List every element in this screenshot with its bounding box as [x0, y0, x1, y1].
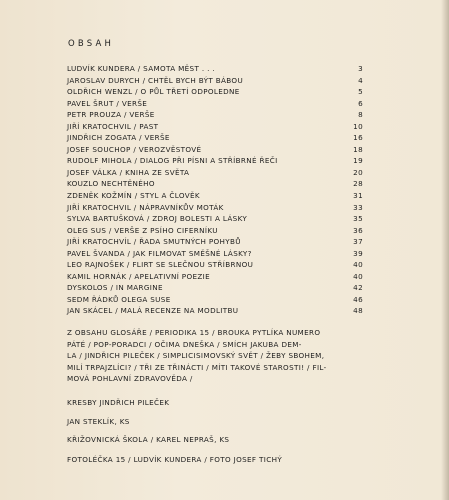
toc-entry-title: JINDŘICH ZOGATA / VERŠE	[67, 133, 170, 143]
toc-entry-page: 36	[353, 225, 363, 235]
toc-entry-page: 28	[353, 179, 363, 189]
toc-entry-title: LUDVÍK KUNDERA / SAMOTA MĚST . . .	[67, 64, 216, 73]
toc-entry-title: JIŘÍ KRATOCHVIL / PAST	[67, 121, 159, 131]
toc-entry	[67, 248, 363, 260]
toc-entry-page: 20	[353, 167, 363, 177]
toc-entry	[67, 75, 363, 87]
toc-entry-title: OLDŘICH WENZL / O PŮL TŘETÍ ODPOLEDNE	[67, 87, 240, 97]
toc-entry	[67, 202, 363, 214]
toc-entry	[67, 271, 363, 283]
toc-entry-page: 5	[358, 87, 363, 97]
toc-entry-page: 3	[358, 64, 363, 73]
toc-entry-title: DYSKOLOS / IN MARGINE	[67, 283, 163, 293]
toc-entry	[67, 155, 363, 167]
toc-entry	[67, 305, 363, 317]
toc-entry-title: PETR PROUZA / VERŠE	[67, 110, 155, 120]
paragraph-line: Z OBSAHU GLOSÁŘE / PERIODIKA 15 / BROUKA PYTLÍKA NUMERO	[67, 328, 321, 337]
toc-entry-title: LEO RAJNOŠEK / FLIRT SE SLEČNOU STŘÍBRNOU	[67, 260, 254, 270]
toc-entry-title: SEDM ŘÁDKŮ OLEGA SUSE	[67, 294, 171, 304]
toc-entry	[67, 86, 363, 98]
paragraph-line: PÁTÉ / POP-PORADCI / OČIMA DNEŠKA / SMÍCH JAKUBA DEM-	[67, 339, 302, 349]
toc-entry-page: 33	[353, 202, 363, 212]
toc-entry	[67, 225, 363, 237]
toc-entry-page: 37	[353, 237, 363, 247]
toc-entry-title: PAVEL ŠVANDA / JAK FILMOVAT SMĚŠNÉ LÁSKY?	[67, 248, 252, 258]
toc-entry	[67, 132, 363, 144]
toc-entry-page: 31	[353, 191, 363, 201]
toc-entry	[67, 236, 363, 248]
toc-entry-page: 19	[353, 156, 363, 166]
toc-entry	[67, 190, 363, 202]
toc-entry-page: 40	[353, 260, 363, 270]
toc-entry-title: JAN SKÁCEL / MALÁ RECENZE NA MODLITBU	[67, 306, 239, 316]
paragraph-line: MOVÁ POHLAVNÍ ZDRAVOVĚDA /	[67, 374, 193, 384]
table-of-contents	[67, 63, 363, 317]
toc-entry-page: 18	[353, 144, 363, 154]
toc-entry-title: RUDOLF MIHOLA / DIALOG PŘI PÍSNI A STŘÍBRNÉ ŘEČI	[67, 156, 278, 166]
toc-entry-page: 35	[353, 214, 363, 224]
toc-entry	[67, 63, 363, 75]
toc-entry-page: 42	[353, 283, 363, 293]
toc-entry-page: 39	[353, 248, 363, 258]
toc-entry	[67, 121, 363, 133]
illustrations-credit: KRESBY JINDŘICH PILEČEK	[67, 398, 170, 407]
toc-entry-page: 4	[358, 75, 363, 85]
toc-entry	[67, 98, 363, 110]
toc-entry-page: 48	[353, 306, 363, 316]
toc-entry	[67, 282, 363, 294]
toc-entry-title: JOSEF VÁLKA / KNIHA ZE SVĚTA	[67, 167, 190, 177]
toc-entry-title: KOUZLO NECHTĚNÉHO	[67, 179, 155, 189]
toc-entry-title: SYLVA BARTUŠKOVÁ / ZDROJ BOLESTI A LÁSKY	[67, 214, 248, 224]
toc-entry-title: JOSEF SOUCHOP / VEROZVĚSTOVÉ	[67, 144, 202, 154]
toc-entry-title: JIŘÍ KRATOCHVIL / NÁPRAVNÍKŮV MOTÁK	[67, 202, 224, 212]
toc-entry-page: 46	[353, 294, 363, 304]
page-edge-shadow	[441, 0, 449, 500]
toc-entry-title: JIŘÍ KRATOCHVÍL / ŘADA SMUTNÝCH POHYBŮ	[67, 237, 241, 247]
toc-entry	[67, 259, 363, 271]
toc-entry	[67, 294, 363, 306]
toc-entry-page: 8	[358, 110, 363, 120]
toc-entry-page: 40	[353, 271, 363, 281]
contents-heading: OBSAH	[68, 39, 115, 49]
toc-entry	[67, 178, 363, 190]
toc-entry-page: 10	[353, 121, 363, 131]
toc-entry	[67, 109, 363, 121]
artist-credit: JAN STEKLÍK, KS	[67, 417, 130, 426]
paragraph-line: MILÍ TRPAJZLÍCI? / TŘI ZE TŘINÁCTI / MÍTI TAKOVÉ STAROSTI! / FIL-	[67, 362, 327, 372]
toc-entry-title: ZDENĚK KOŽMÍN / STYL A ČLOVĚK	[67, 191, 200, 201]
toc-entry-title: PAVEL ŠRUT / VERŠE	[67, 98, 148, 108]
paragraph-line: LA / JINDŘICH PILEČEK / SIMPLICISIMOVSKÝ SVĚT / ŽEBY SBOHEM,	[67, 351, 325, 361]
school-credit: KŘIŽOVNICKÁ ŠKOLA / KAREL NEPRAŠ, KS	[67, 435, 230, 444]
toc-entry-title: JAROSLAV DURYCH / CHTĚL BYCH BÝT BÁBOU	[67, 75, 244, 85]
toc-entry-page: 6	[358, 98, 363, 108]
toc-entry-page: 16	[353, 133, 363, 143]
toc-entry	[67, 213, 363, 225]
toc-entry-title: OLEG SUS / VERŠE Z PSÍHO CIFERNÍKU	[67, 225, 218, 235]
toc-entry	[67, 167, 363, 179]
photo-credit: FOTOLÉČKA 15 / LUDVÍK KUNDERA / FOTO JOSEF TICHÝ	[67, 455, 283, 464]
glossary-contents-paragraph	[67, 327, 367, 385]
toc-entry-title: KAMIL HORNÁK / APELATIVNÍ POEZIE	[67, 271, 211, 281]
toc-entry	[67, 144, 363, 156]
